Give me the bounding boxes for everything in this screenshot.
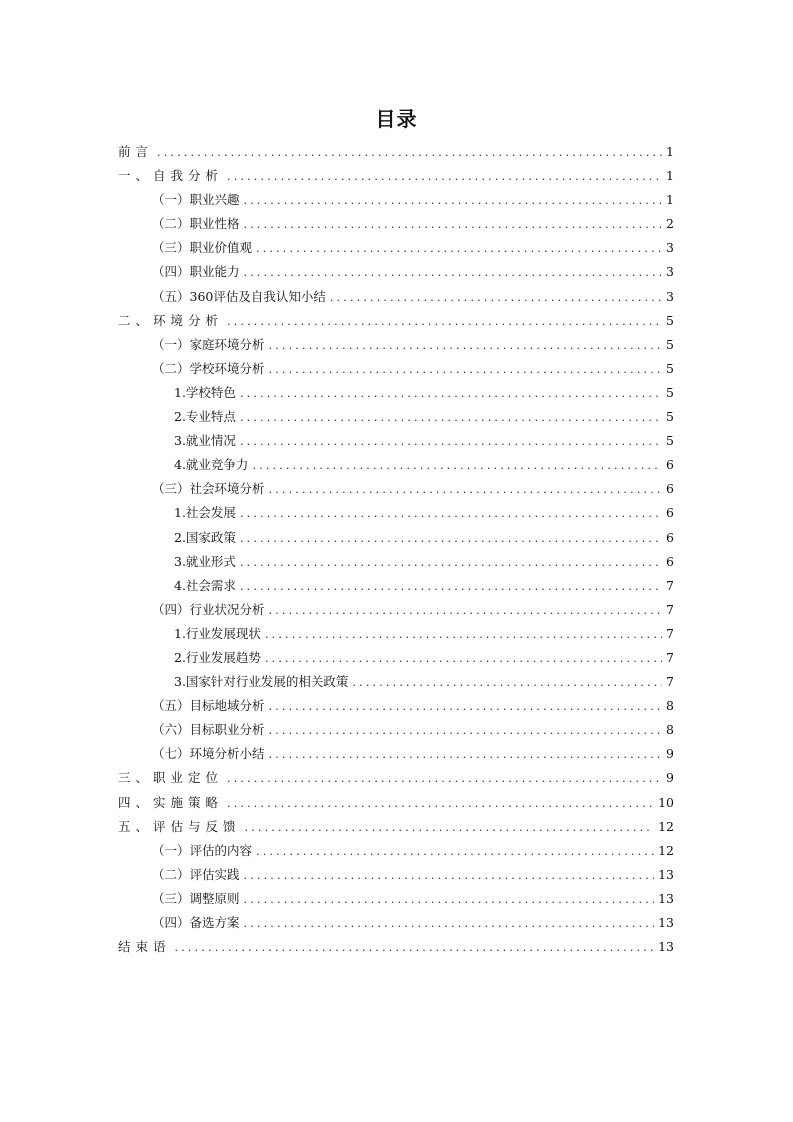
dot-leader (269, 483, 662, 496)
dot-leader (269, 700, 662, 713)
toc-entry-page-number: 13 (658, 915, 674, 930)
toc-entry[interactable] (118, 817, 674, 841)
dot-leader (269, 724, 662, 737)
toc-entry-label: 3.就业情况 (174, 433, 236, 449)
toc-entry-label: 4.社会需求 (174, 577, 236, 593)
toc-entry-page-number: 10 (658, 794, 674, 810)
toc-entry-page-number: 5 (666, 384, 674, 400)
toc-entry[interactable] (118, 889, 674, 913)
toc-entry[interactable] (118, 166, 674, 190)
toc-entry-label: （四）行业状况分析 (152, 601, 265, 617)
toc-entry[interactable] (118, 937, 674, 961)
toc-entry-page-number: 5 (666, 312, 674, 328)
toc-entry-page-number: 1 (666, 144, 674, 159)
toc-entry-page-number: 6 (666, 481, 674, 497)
toc-entry-page-number: 6 (666, 505, 674, 521)
toc-entry[interactable] (118, 311, 674, 335)
toc-entry[interactable] (118, 744, 674, 768)
toc-entry-page-number: 5 (666, 336, 674, 352)
toc-entry[interactable] (118, 624, 674, 648)
toc-entry-label: （四）备选方案 (152, 915, 240, 930)
toc-entry-label: （五）目标地域分析 (152, 698, 265, 714)
toc-entry[interactable] (118, 407, 674, 431)
toc-entry-page-number: 7 (666, 601, 674, 617)
toc-entry-label: （六）目标职业分析 (152, 722, 265, 738)
toc-entry[interactable] (118, 479, 674, 503)
toc-entry-label: （二）学校环境分析 (152, 360, 265, 376)
toc-entry[interactable] (118, 913, 674, 937)
dot-leader (269, 604, 662, 617)
dot-leader (244, 869, 655, 882)
dot-leader (244, 218, 662, 231)
toc-entry-page-number: 7 (666, 649, 674, 665)
toc-entry-label: （二）职业性格 (152, 216, 240, 232)
toc-entry-label: （二）评估实践 (152, 866, 240, 882)
toc-entry-label: 4.就业竞争力 (174, 457, 249, 473)
toc-entry[interactable] (118, 335, 674, 359)
toc-entry[interactable] (118, 865, 674, 889)
toc-entry-label: （一）职业兴趣 (152, 192, 240, 208)
dot-leader (227, 315, 662, 328)
toc-entry-page-number: 3 (666, 264, 674, 280)
dot-leader (240, 556, 662, 569)
toc-entry-label: 1.社会发展 (174, 505, 236, 521)
toc-entry[interactable] (118, 142, 674, 166)
toc-entry[interactable] (118, 431, 674, 455)
toc-entry[interactable] (118, 793, 674, 817)
toc-entry-label: （三）调整原则 (152, 890, 240, 906)
dot-leader (330, 291, 662, 304)
toc-entry[interactable] (118, 359, 674, 383)
dot-leader (244, 917, 655, 930)
toc-entry-page-number: 1 (666, 192, 674, 208)
dot-leader (269, 748, 662, 761)
toc-entry[interactable] (118, 696, 674, 720)
toc-entry-page-number: 3 (666, 288, 674, 304)
toc-entry-page-number: 3 (666, 240, 674, 256)
dot-leader (256, 242, 662, 255)
toc-entry-page-number: 12 (658, 842, 674, 858)
dot-leader (157, 146, 662, 159)
toc-entry-label: 3.就业形式 (174, 553, 236, 569)
toc-entry-label: 结束语 (118, 939, 171, 955)
dot-leader (245, 821, 655, 834)
toc-entry-page-number: 13 (658, 866, 674, 882)
dot-leader (269, 363, 662, 376)
toc-entry[interactable] (118, 600, 674, 624)
toc-entry[interactable] (118, 528, 674, 552)
toc-entry-page-number: 6 (666, 553, 674, 569)
toc-entry-label: （一）评估的内容 (152, 842, 253, 858)
toc-entry[interactable] (118, 841, 674, 865)
toc-entry[interactable] (118, 190, 674, 214)
toc-entry-label: 2.行业发展趋势 (174, 649, 261, 665)
dot-leader (240, 411, 662, 424)
dot-leader (227, 797, 654, 810)
toc-entry[interactable] (118, 503, 674, 527)
dot-leader (244, 194, 662, 207)
toc-entry-page-number: 6 (666, 529, 674, 545)
toc-entry-page-number: 5 (666, 433, 674, 449)
dot-leader (265, 652, 662, 665)
toc-entry-label: 1.行业发展现状 (174, 625, 261, 641)
toc-entry-label: （四）职业能力 (152, 264, 240, 280)
toc-entry-page-number: 13 (658, 890, 674, 906)
dot-leader (240, 532, 662, 545)
toc-entry-label: 一、自我分析 (118, 168, 224, 184)
toc-entry[interactable] (118, 383, 674, 407)
toc-entry-label: 2.专业特点 (174, 409, 236, 425)
toc-entry-page-number: 9 (666, 746, 674, 762)
toc-entry[interactable] (118, 262, 674, 286)
toc-entry-label: （三）社会环境分析 (152, 481, 265, 497)
dot-leader (227, 772, 662, 785)
toc-entry-label: 1.学校特色 (174, 384, 236, 400)
dot-leader (244, 266, 662, 279)
toc-entry-label: （七）环境分析小结 (152, 746, 265, 762)
dot-leader (240, 507, 662, 520)
toc-entry-label: （五）360评估及自我认知小结 (152, 288, 326, 304)
toc-entry-page-number: 9 (666, 770, 674, 786)
dot-leader (240, 580, 662, 593)
toc-entry-label: 二、环境分析 (118, 312, 224, 328)
toc-entry-page-number: 13 (658, 939, 674, 955)
toc-entry[interactable] (118, 287, 674, 311)
toc-entry[interactable] (118, 455, 674, 479)
dot-leader (265, 628, 662, 641)
toc-entry-page-number: 8 (666, 722, 674, 738)
toc-entry[interactable] (118, 768, 674, 792)
toc-entry-page-number: 6 (666, 457, 674, 473)
toc-entry-page-number: 1 (666, 168, 674, 184)
toc-entry-page-number: 2 (666, 216, 674, 232)
toc-entry-label: 前言 (118, 144, 154, 159)
toc-entry-page-number: 7 (666, 577, 674, 593)
toc-entry[interactable] (118, 238, 674, 262)
dot-leader (352, 676, 662, 689)
toc-entry-label: （一）家庭环境分析 (152, 336, 265, 352)
dot-leader (256, 845, 654, 858)
toc-entry-label: 3.国家针对行业发展的相关政策 (174, 674, 349, 690)
toc-entry-label: 四、实施策略 (118, 794, 224, 810)
dot-leader (269, 339, 662, 352)
toc-entry-label: 2.国家政策 (174, 529, 236, 545)
toc-entry-page-number: 5 (666, 360, 674, 376)
toc-entry-page-number: 7 (666, 674, 674, 690)
toc-entry-page-number: 12 (658, 818, 674, 834)
toc-entry-page-number: 8 (666, 698, 674, 714)
toc-entry-page-number: 5 (666, 409, 674, 425)
toc-entry-label: （三）职业价值观 (152, 240, 253, 256)
table-of-contents (118, 142, 674, 961)
dot-leader (240, 435, 662, 448)
toc-entry-label: 五、评估与反馈 (118, 818, 241, 834)
toc-entry-label: 三、职业定位 (118, 770, 224, 786)
toc-entry[interactable] (118, 214, 674, 238)
toc-entry[interactable] (118, 648, 674, 672)
toc-entry[interactable] (118, 576, 674, 600)
page-title: 目录 (375, 107, 418, 131)
toc-entry[interactable] (118, 672, 674, 696)
toc-entry[interactable] (118, 552, 674, 576)
dot-leader (175, 941, 655, 954)
toc-entry-page-number: 7 (666, 625, 674, 641)
toc-entry[interactable] (118, 720, 674, 744)
dot-leader (252, 459, 662, 472)
dot-leader (244, 893, 655, 906)
dot-leader (227, 170, 662, 183)
dot-leader (240, 387, 662, 400)
